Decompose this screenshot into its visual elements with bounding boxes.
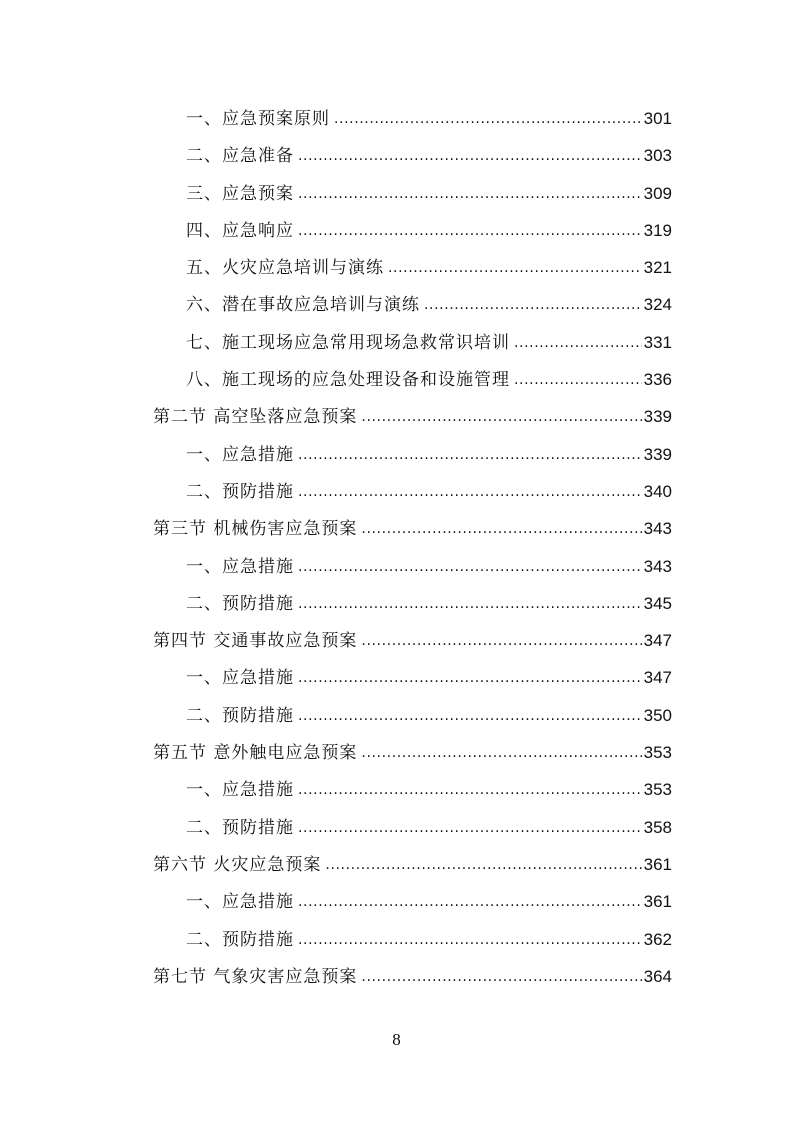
toc-entry-page-number: 361: [643, 892, 672, 912]
toc-entry-title: 第六节 火灾应急预案: [153, 854, 322, 875]
toc-entry-page-number: 319: [643, 220, 672, 240]
toc-subsection-entry[interactable]: [186, 212, 672, 249]
toc-entry-page-number: 358: [643, 817, 672, 837]
toc-entry-title: 一、应急措施: [186, 668, 294, 689]
toc-section-entry[interactable]: [153, 734, 672, 771]
toc-dot-leader: [298, 138, 642, 174]
toc-dot-leader: [298, 549, 642, 585]
toc-entry-title: 一、应急措施: [186, 892, 294, 913]
toc-dot-leader: [298, 474, 642, 510]
table-of-contents: [0, 100, 793, 995]
toc-entry-page-number: 350: [643, 705, 672, 725]
toc-entry-title: 第三节 机械伤害应急预案: [153, 519, 358, 540]
toc-section-entry[interactable]: [153, 958, 672, 995]
toc-dot-leader: [298, 810, 642, 846]
toc-dot-leader: [361, 735, 641, 771]
toc-entry-page-number: 343: [643, 556, 672, 576]
toc-entry-title: 六、潜在事故应急培训与演练: [186, 295, 420, 316]
toc-dot-leader: [298, 586, 642, 622]
toc-entry-page-number: 362: [643, 929, 672, 949]
toc-entry-title: 二、应急准备: [186, 146, 294, 167]
toc-subsection-entry[interactable]: [186, 659, 672, 696]
toc-subsection-entry[interactable]: [186, 137, 672, 174]
toc-dot-leader: [361, 623, 641, 659]
toc-dot-leader: [361, 511, 641, 547]
toc-entry-title: 二、预防措施: [186, 481, 294, 502]
toc-dot-leader: [298, 660, 642, 696]
toc-dot-leader: [298, 437, 642, 473]
toc-entry-title: 八、施工现场的应急处理设备和设施管理: [186, 370, 510, 391]
toc-dot-leader: [325, 847, 641, 883]
toc-entry-title: 三、应急预案: [186, 183, 294, 204]
toc-subsection-entry[interactable]: [186, 883, 672, 920]
toc-entry-page-number: 347: [643, 631, 672, 651]
toc-entry-title: 第四节 交通事故应急预案: [153, 631, 358, 652]
toc-dot-leader: [424, 287, 642, 323]
toc-subsection-entry[interactable]: [186, 771, 672, 808]
toc-dot-leader: [361, 399, 641, 435]
toc-subsection-entry[interactable]: [186, 100, 672, 137]
toc-dot-leader: [298, 213, 642, 249]
toc-section-entry[interactable]: [153, 398, 672, 435]
toc-entry-page-number: 336: [643, 370, 672, 390]
toc-entry-title: 二、预防措施: [186, 817, 294, 838]
toc-entry-page-number: 347: [643, 668, 672, 688]
toc-subsection-entry[interactable]: [186, 473, 672, 510]
toc-dot-leader: [298, 698, 642, 734]
toc-subsection-entry[interactable]: [186, 585, 672, 622]
toc-subsection-entry[interactable]: [186, 361, 672, 398]
toc-subsection-entry[interactable]: [186, 286, 672, 323]
toc-entry-title: 第七节 气象灾害应急预案: [153, 966, 358, 987]
toc-entry-title: 二、预防措施: [186, 593, 294, 614]
toc-entry-page-number: 345: [643, 593, 672, 613]
toc-subsection-entry[interactable]: [186, 324, 672, 361]
toc-entry-page-number: 303: [643, 146, 672, 166]
toc-entry-title: 四、应急响应: [186, 220, 294, 241]
toc-entry-page-number: 321: [643, 258, 672, 278]
page-number: 8: [392, 1030, 401, 1049]
toc-entry-title: 二、预防措施: [186, 705, 294, 726]
toc-subsection-entry[interactable]: [186, 175, 672, 212]
toc-dot-leader: [298, 772, 642, 808]
toc-entry-title: 二、预防措施: [186, 929, 294, 950]
toc-entry-page-number: 361: [643, 854, 672, 874]
toc-entry-page-number: 324: [643, 295, 672, 315]
toc-entry-title: 一、应急预案原则: [186, 109, 330, 129]
toc-dot-leader: [388, 250, 642, 286]
toc-entry-title: 第五节 意外触电应急预案: [153, 743, 358, 764]
toc-entry-page-number: 309: [643, 183, 672, 203]
toc-section-entry[interactable]: [153, 510, 672, 547]
toc-entry-page-number: 353: [643, 743, 672, 763]
toc-dot-leader: [298, 922, 642, 958]
toc-subsection-entry[interactable]: [186, 436, 672, 473]
toc-dot-leader: [298, 884, 642, 920]
toc-entry-title: 一、应急措施: [186, 780, 294, 801]
toc-entry-title: 五、火灾应急培训与演练: [186, 258, 384, 279]
toc-entry-title: 一、应急措施: [186, 444, 294, 465]
toc-dot-leader: [298, 176, 642, 212]
toc-entry-page-number: 353: [643, 780, 672, 800]
toc-entry-title: 第二节 高空坠落应急预案: [153, 407, 358, 428]
toc-entry-title: 一、应急措施: [186, 556, 294, 577]
toc-entry-title: 七、施工现场应急常用现场急救常识培训: [186, 332, 510, 353]
toc-dot-leader: [334, 101, 642, 137]
toc-entry-page-number: 331: [643, 332, 672, 352]
toc-subsection-entry[interactable]: [186, 809, 672, 846]
toc-entry-page-number: 364: [643, 966, 672, 986]
toc-entry-page-number: 339: [643, 444, 672, 464]
toc-entry-page-number: 301: [643, 109, 672, 128]
toc-entry-page-number: 339: [643, 407, 672, 427]
toc-subsection-entry[interactable]: [186, 697, 672, 734]
toc-dot-leader: [361, 959, 641, 995]
toc-subsection-entry[interactable]: [186, 249, 672, 286]
toc-subsection-entry[interactable]: [186, 548, 672, 585]
toc-subsection-entry[interactable]: [186, 921, 672, 958]
toc-section-entry[interactable]: [153, 846, 672, 883]
toc-entry-page-number: 340: [643, 481, 672, 501]
toc-dot-leader: [514, 325, 642, 361]
toc-section-entry[interactable]: [153, 622, 672, 659]
toc-entry-page-number: 343: [643, 519, 672, 539]
toc-dot-leader: [514, 362, 642, 398]
